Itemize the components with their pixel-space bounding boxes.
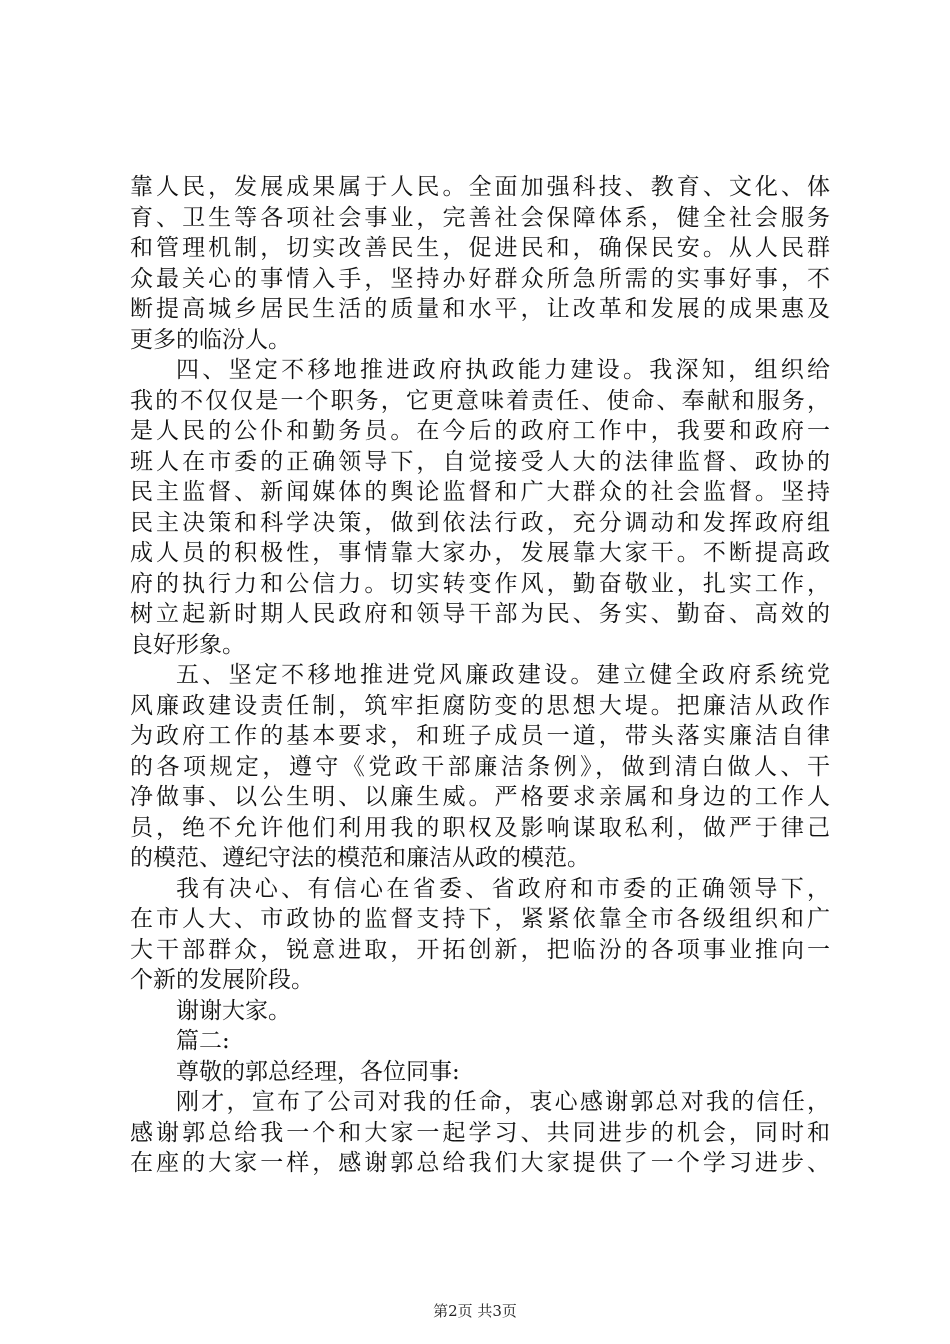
text-line: 净做事、以公生明、以廉生威。严格要求亲属和身边的工作人 [130,784,830,810]
text-line: 民主监督、新闻媒体的舆论监督和广大群众的社会监督。坚持 [130,479,830,505]
text-line: 靠人民，发展成果属于人民。全面加强科技、教育、文化、体 [130,174,830,200]
page-footer: 第2页 共3页 [433,1302,517,1320]
text-line: 为政府工作的基本要求，和班子成员一道，带头落实廉洁自律 [130,723,830,749]
text-line: 断提高城乡居民生活的质量和水平，让改革和发展的成果惠及 [130,296,830,322]
text-line: 五、坚定不移地推进党风廉政建设。建立健全政府系统党 [176,662,830,688]
text-line: 员，绝不允许他们利用我的职权及影响谋取私利，做严于律己 [130,814,830,841]
text-line: 篇二: [176,1028,230,1054]
text-line: 风廉政建设责任制，筑牢拒腐防变的思想大堤。把廉洁从政作 [130,692,830,719]
text-line: 良好形象。 [130,631,245,658]
text-line: 树立起新时期人民政府和领导干部为民、务实、勤奋、高效的 [130,601,830,627]
text-line: 四、坚定不移地推进政府执政能力建设。我深知，组织给 [176,357,830,383]
text-line: 我的不仅仅是一个职务，它更意味着责任、使命、奉献和服务， [130,387,830,414]
text-line: 个新的发展阶段。 [130,967,314,993]
text-line: 的模范、遵纪守法的模范和廉洁从政的模范。 [130,845,590,871]
text-line: 更多的临汾人。 [130,326,291,353]
text-line: 尊敬的郭总经理，各位同事: [176,1058,460,1085]
body-text [130,172,830,1179]
text-line: 民主决策和科学决策，做到依法行政，充分调动和发挥政府组 [130,509,830,536]
text-line: 成人员的积极性，事情靠大家办，发展靠大家干。不断提高政 [130,540,830,566]
text-line: 的各项规定，遵守《党政干部廉洁条例》，做到清白做人、干 [130,753,830,780]
text-line: 和管理机制，切实改善民生，促进民和，确保民安。从人民群 [130,235,830,261]
text-line: 府的执行力和公信力。切实转变作风，勤奋敬业，扎实工作， [130,570,830,597]
text-line: 谢谢大家。 [176,997,291,1024]
text-line: 我有决心、有信心在省委、省政府和市委的正确领导下， [176,875,830,902]
text-line: 班人在市委的正确领导下，自觉接受人大的法律监督、政协的 [130,448,830,475]
text-line: 众最关心的事情入手，坚持办好群众所急所需的实事好事，不 [130,265,830,292]
text-line: 在座的大家一样，感谢郭总给我们大家提供了一个学习进步、 [130,1150,830,1176]
text-line: 是人民的公仆和勤务员。在今后的政府工作中，我要和政府一 [130,418,830,444]
text-line: 在市人大、市政协的监督支持下，紧紧依靠全市各级组织和广 [130,906,830,932]
text-line: 刚才，宣布了公司对我的任命，衷心感谢郭总对我的信任， [176,1089,830,1115]
text-line: 感谢郭总给我一个和大家一起学习、共同进步的机会，同时和 [130,1119,830,1146]
text-line: 大干部群众，锐意进取，开拓创新，把临汾的各项事业推向一 [130,936,830,963]
text-line: 育、卫生等各项社会事业，完善社会保障体系，健全社会服务 [130,204,830,231]
